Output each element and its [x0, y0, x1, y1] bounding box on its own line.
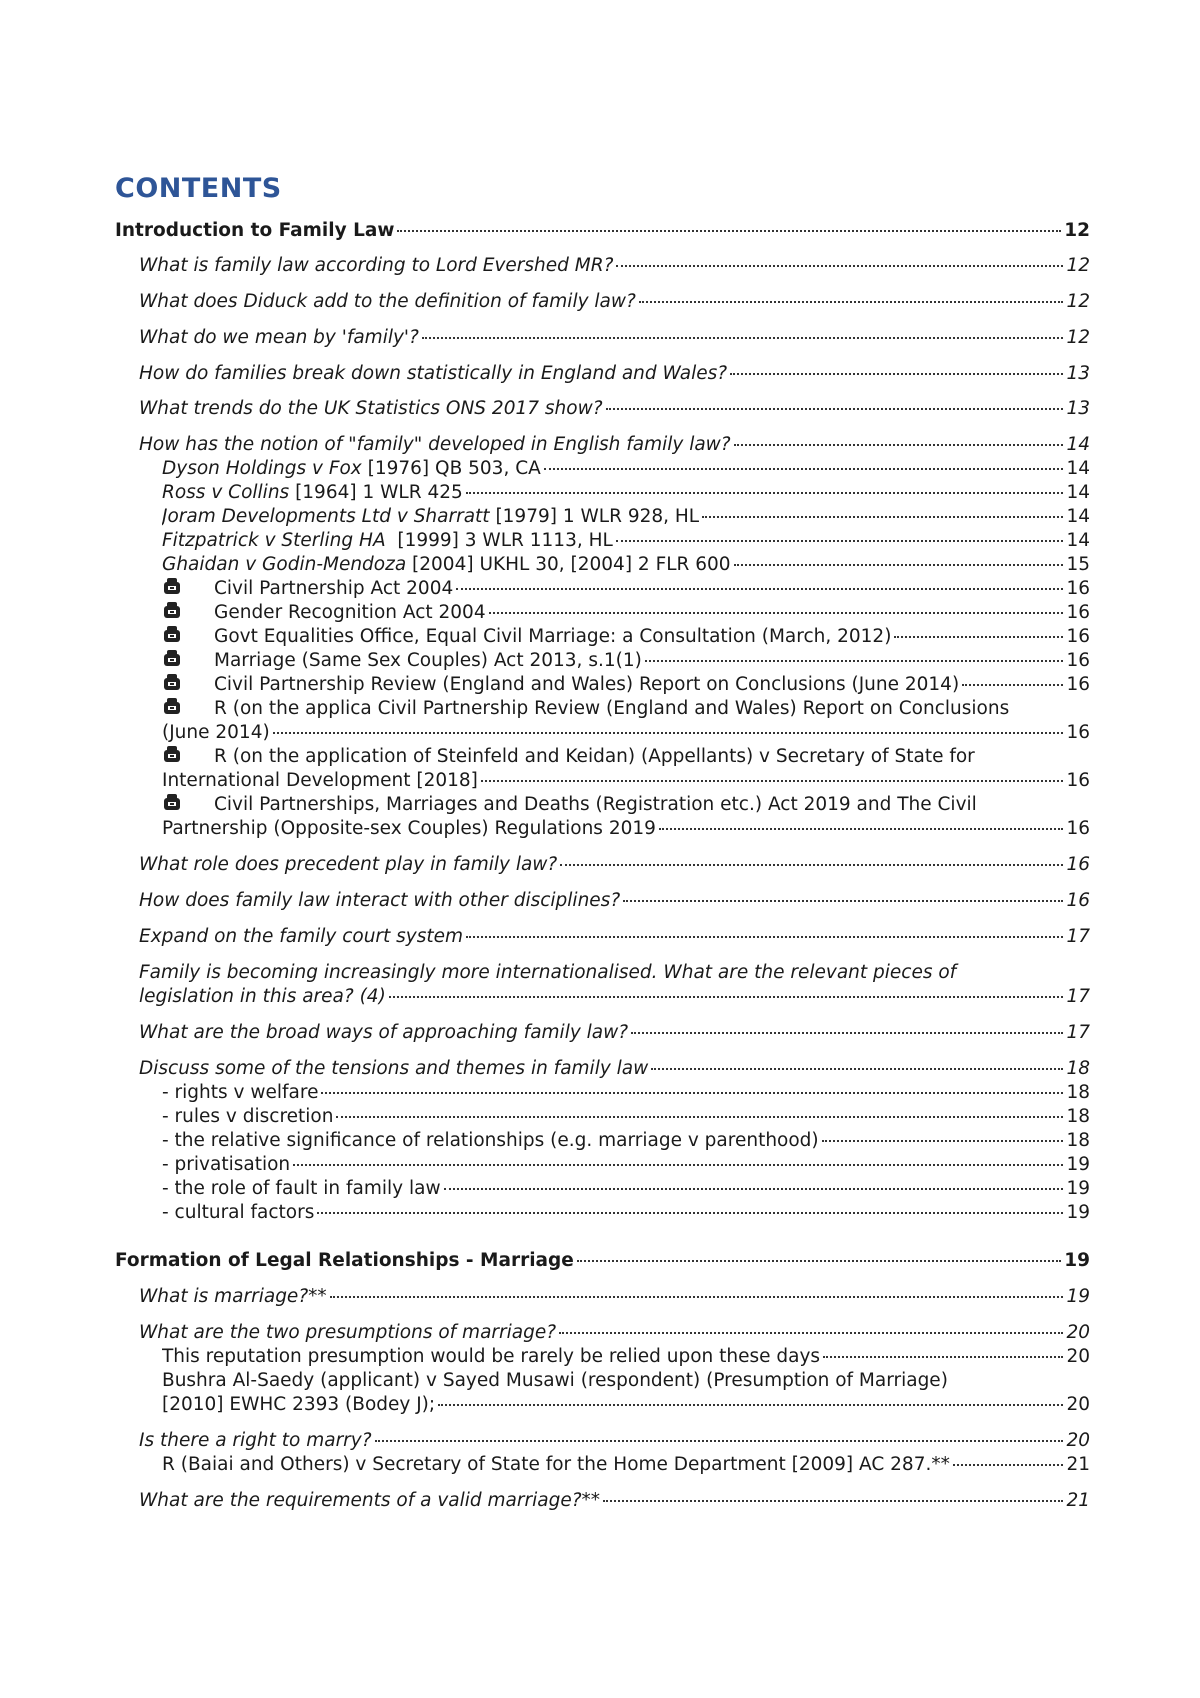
toc-entry-text — [162, 480, 463, 505]
page-number: 21 — [1066, 1490, 1090, 1511]
toc-entry[interactable] — [162, 1176, 1090, 1201]
toc-entry[interactable] — [139, 253, 1090, 278]
toc-entry[interactable] — [162, 624, 1090, 649]
page-number: 19 — [1066, 1202, 1090, 1223]
dot-leader — [730, 373, 1063, 375]
toc-entry[interactable] — [162, 792, 1090, 817]
toc-entry[interactable] — [162, 1128, 1090, 1153]
toc-entry-text: What role does precedent play in family law? — [139, 854, 558, 875]
page-number: 14 — [1066, 506, 1090, 527]
page-number: 14 — [1066, 530, 1090, 551]
dot-leader — [623, 900, 1063, 902]
toc-entry-text: Gender Recognition Act 2004 — [214, 602, 486, 623]
toc-entry-text: [2010] EWHC 2393 (Bodey J); — [162, 1394, 436, 1415]
toc-entry[interactable] — [139, 960, 1090, 985]
dot-leader — [822, 1140, 1064, 1142]
toc-entry[interactable] — [162, 528, 1090, 553]
dot-leader — [444, 1188, 1064, 1190]
toc-entry-text: What do we mean by 'family'? — [139, 327, 419, 348]
toc-entry[interactable] — [162, 696, 1090, 721]
toc-entry-text: - the relative significance of relationships (e.g. marriage v parenthood) — [162, 1130, 819, 1151]
dot-leader — [466, 936, 1063, 938]
dot-leader — [489, 612, 1064, 614]
toc-entry-text: How do families break down statistically in England and Wales? — [139, 363, 728, 384]
dot-leader — [631, 1032, 1063, 1034]
page-number: 18 — [1066, 1130, 1090, 1151]
toc-entry[interactable] — [139, 1428, 1090, 1453]
toc-entry[interactable] — [162, 480, 1090, 505]
page-number: 21 — [1066, 1454, 1090, 1475]
toc-entry[interactable] — [139, 289, 1090, 314]
dot-leader — [293, 1164, 1063, 1166]
citation: [2004] UKHL 30, [2004] 2 FLR 600 — [406, 554, 731, 575]
dot-leader — [616, 540, 1064, 542]
toc-entry-text: - rights v welfare — [162, 1082, 319, 1103]
toc-entry[interactable] — [139, 984, 1090, 1009]
dot-leader — [616, 265, 1063, 267]
toc-entry[interactable] — [162, 1344, 1090, 1369]
page-number: 16 — [1066, 722, 1090, 743]
page-number: 20 — [1066, 1346, 1090, 1367]
toc-entry-text: (June 2014) — [162, 722, 270, 743]
toc-entry-text: - rules v discretion — [162, 1106, 334, 1127]
page-number: 12 — [1064, 220, 1090, 241]
page-number: 16 — [1066, 578, 1090, 599]
page-number: 16 — [1066, 602, 1090, 623]
printer-bullet-icon — [162, 576, 214, 594]
toc-entry-text: - privatisation — [162, 1154, 291, 1175]
toc-entry-text: What are the two presumptions of marriage? — [139, 1322, 557, 1343]
page-number: 16 — [1066, 650, 1090, 671]
page-number: 19 — [1066, 1286, 1090, 1307]
case-name: Ross v Collins — [162, 482, 290, 503]
dot-leader — [606, 408, 1064, 410]
toc-entry-text: Partnership (Opposite-sex Couples) Regulations 2019 — [162, 818, 656, 839]
toc-entry[interactable] — [139, 888, 1090, 913]
toc-entry-text — [162, 456, 541, 481]
toc-entry[interactable] — [162, 1152, 1090, 1177]
case-name: Joram Developments Ltd v Sharratt — [162, 506, 490, 527]
dot-leader — [336, 1116, 1063, 1118]
page-number: 17 — [1066, 926, 1090, 947]
case-name: Fitzpatrick v Sterling HA — [162, 530, 386, 551]
printer-bullet-icon — [162, 696, 214, 714]
toc-entry[interactable] — [162, 576, 1090, 601]
page-number: 15 — [1066, 554, 1090, 575]
toc-entry[interactable] — [139, 852, 1090, 877]
toc-entry[interactable] — [139, 325, 1090, 350]
toc-entry[interactable] — [139, 396, 1090, 421]
dot-leader — [962, 684, 1063, 686]
page-number: 12 — [1066, 255, 1090, 276]
page-number: 20 — [1066, 1322, 1090, 1343]
toc-entry[interactable] — [162, 744, 1090, 769]
toc-entry-text: What is family law according to Lord Evershed MR? — [139, 255, 614, 276]
toc-entry[interactable] — [162, 816, 1090, 841]
page-number: 16 — [1066, 818, 1090, 839]
toc-entry-text: legislation in this area? (4) — [139, 986, 386, 1007]
dot-leader — [645, 660, 1064, 662]
case-name: Ghaidan v Godin-Mendoza — [162, 554, 407, 575]
toc-entry[interactable] — [162, 600, 1090, 625]
printer-bullet-icon — [162, 624, 214, 642]
toc-entry-text: Introduction to Family Law — [115, 220, 395, 241]
dot-leader — [456, 588, 1063, 590]
toc-entry[interactable] — [162, 552, 1090, 577]
dot-leader — [702, 516, 1063, 518]
toc-entry-text: How has the notion of "family" developed in English family law? — [139, 434, 731, 455]
toc-entry[interactable] — [162, 672, 1090, 697]
toc-entry-text: Formation of Legal Relationships - Marriage — [115, 1250, 574, 1271]
toc-entry-text: Civil Partnership Review (England and Wales) Report on Conclusions (June 2014) — [214, 674, 960, 695]
dot-leader — [389, 996, 1064, 998]
printer-bullet-icon — [162, 648, 214, 666]
page-number: 13 — [1066, 363, 1090, 384]
dot-leader — [273, 732, 1064, 734]
toc-entry[interactable] — [162, 504, 1090, 529]
page-number: 14 — [1066, 458, 1090, 479]
page-number: 16 — [1066, 890, 1090, 911]
printer-bullet-icon — [162, 672, 214, 690]
toc-entry[interactable] — [162, 1392, 1090, 1417]
contents-heading: CONTENTS — [115, 173, 282, 204]
toc-entry-text: R (on the application of Steinfeld and Keidan) (Appellants) v Secretary of State for — [214, 746, 975, 767]
dot-leader — [422, 337, 1064, 339]
dot-leader — [603, 1500, 1063, 1502]
page-number: 18 — [1066, 1082, 1090, 1103]
page-number: 16 — [1066, 674, 1090, 695]
toc-entry-text: - the role of fault in family law — [162, 1178, 441, 1199]
page-number: 19 — [1066, 1178, 1090, 1199]
toc-entry-text: What is marriage?** — [139, 1286, 327, 1307]
page-number: 16 — [1066, 770, 1090, 791]
dot-leader — [734, 564, 1064, 566]
page-number: 19 — [1064, 1250, 1090, 1271]
toc-entry-text — [162, 528, 613, 553]
toc-entry-text: International Development [2018] — [162, 770, 478, 791]
case-name: Dyson Holdings v Fox — [162, 458, 362, 479]
dot-leader — [317, 1212, 1063, 1214]
toc-entry-text — [162, 552, 731, 577]
toc-entry[interactable] — [162, 1452, 1090, 1477]
toc-entry[interactable] — [139, 1020, 1090, 1045]
toc-entry-text: Civil Partnership Act 2004 — [214, 578, 454, 599]
toc-entry-text: This reputation presumption would be rarely be relied upon these days — [162, 1346, 821, 1367]
page-number: 14 — [1066, 482, 1090, 503]
dot-leader — [734, 444, 1064, 446]
toc-entry-text: What does Diduck add to the definition of family law? — [139, 291, 636, 312]
dot-leader — [481, 780, 1064, 782]
toc-entry[interactable] — [139, 1488, 1090, 1513]
page-number: 14 — [1066, 434, 1090, 455]
dot-leader — [466, 492, 1064, 494]
page-number: 16 — [1066, 854, 1090, 875]
toc-entry-text: R (on the applica Civil Partnership Review (England and Wales) Report on Conclusions — [214, 698, 1010, 719]
dot-leader — [560, 864, 1063, 866]
page-number: 17 — [1066, 986, 1090, 1007]
page-number: 16 — [1066, 626, 1090, 647]
toc-entry-text: Govt Equalities Office, Equal Civil Marriage: a Consultation (March, 2012) — [214, 626, 892, 647]
dot-leader — [639, 301, 1064, 303]
toc-entry[interactable] — [139, 924, 1090, 949]
toc-entry-text: Discuss some of the tensions and themes in family law — [139, 1058, 649, 1079]
dot-leader — [375, 1440, 1064, 1442]
toc-entry[interactable] — [139, 361, 1090, 386]
dot-leader — [894, 636, 1063, 638]
printer-bullet-icon — [162, 792, 214, 810]
toc-entry[interactable] — [162, 1200, 1090, 1225]
toc-entry-text: What are the requirements of a valid marriage?** — [139, 1490, 601, 1511]
toc-entry[interactable] — [162, 1080, 1090, 1105]
dot-leader — [321, 1092, 1063, 1094]
toc-entry-text: Bushra Al-Saedy (applicant) v Sayed Musawi (respondent) (Presumption of Marriage) — [162, 1370, 948, 1391]
dot-leader — [577, 1260, 1061, 1262]
toc-entry[interactable] — [115, 1248, 1090, 1273]
dot-leader — [438, 1404, 1063, 1406]
dot-leader — [330, 1296, 1064, 1298]
toc-entry-text: Family is becoming increasingly more internationalised. What are the relevant pieces of — [139, 962, 957, 983]
toc-entry-text: Marriage (Same Sex Couples) Act 2013, s.1(1) — [214, 650, 642, 671]
toc-entry[interactable] — [162, 456, 1090, 481]
page-number: 18 — [1066, 1106, 1090, 1127]
toc-entry[interactable] — [139, 432, 1090, 457]
page-number: 13 — [1066, 398, 1090, 419]
dot-leader — [559, 1332, 1063, 1334]
toc-entry[interactable] — [115, 218, 1090, 243]
toc-entry[interactable] — [162, 1104, 1090, 1129]
citation: [1979] 1 WLR 928, HL — [489, 506, 700, 527]
toc-entry[interactable] — [162, 720, 1090, 745]
printer-bullet-icon — [162, 744, 214, 762]
toc-entry-text — [162, 504, 699, 529]
page-number: 20 — [1066, 1430, 1090, 1451]
dot-leader — [953, 1464, 1064, 1466]
dot-leader — [823, 1356, 1063, 1358]
dot-leader — [651, 1068, 1063, 1070]
toc-entry-text: How does family law interact with other disciplines? — [139, 890, 621, 911]
citation: [1999] 3 WLR 1113, HL — [385, 530, 613, 551]
toc-entry[interactable] — [162, 1368, 1090, 1393]
dot-leader — [659, 828, 1064, 830]
page-number: 12 — [1066, 291, 1090, 312]
toc-entry-text: Is there a right to marry? — [139, 1430, 372, 1451]
printer-bullet-icon — [162, 600, 214, 618]
toc-entry[interactable] — [162, 768, 1090, 793]
toc-entry-text: What trends do the UK Statistics ONS 2017 show? — [139, 398, 603, 419]
toc-entry-text: - cultural factors — [162, 1202, 315, 1223]
page-number: 12 — [1066, 327, 1090, 348]
toc-entry[interactable] — [162, 648, 1090, 673]
page-number: 18 — [1066, 1058, 1090, 1079]
toc-entry[interactable] — [139, 1320, 1090, 1345]
citation: [1964] 1 WLR 425 — [289, 482, 463, 503]
dot-leader — [544, 468, 1064, 470]
page-number: 20 — [1066, 1394, 1090, 1415]
toc-entry-text: R (Baiai and Others) v Secretary of State for the Home Department [2009] AC 287.** — [162, 1454, 950, 1475]
toc-entry[interactable] — [139, 1056, 1090, 1081]
dot-leader — [397, 230, 1061, 232]
page-number: 19 — [1066, 1154, 1090, 1175]
toc-entry-text: What are the broad ways of approaching family law? — [139, 1022, 629, 1043]
page-number: 17 — [1066, 1022, 1090, 1043]
citation: [1976] QB 503, CA — [361, 458, 541, 479]
toc-entry-text: Civil Partnerships, Marriages and Deaths (Registration etc.) Act 2019 and The Civil — [214, 794, 977, 815]
toc-entry-text: Expand on the family court system — [139, 926, 464, 947]
toc-entry[interactable] — [139, 1284, 1090, 1309]
